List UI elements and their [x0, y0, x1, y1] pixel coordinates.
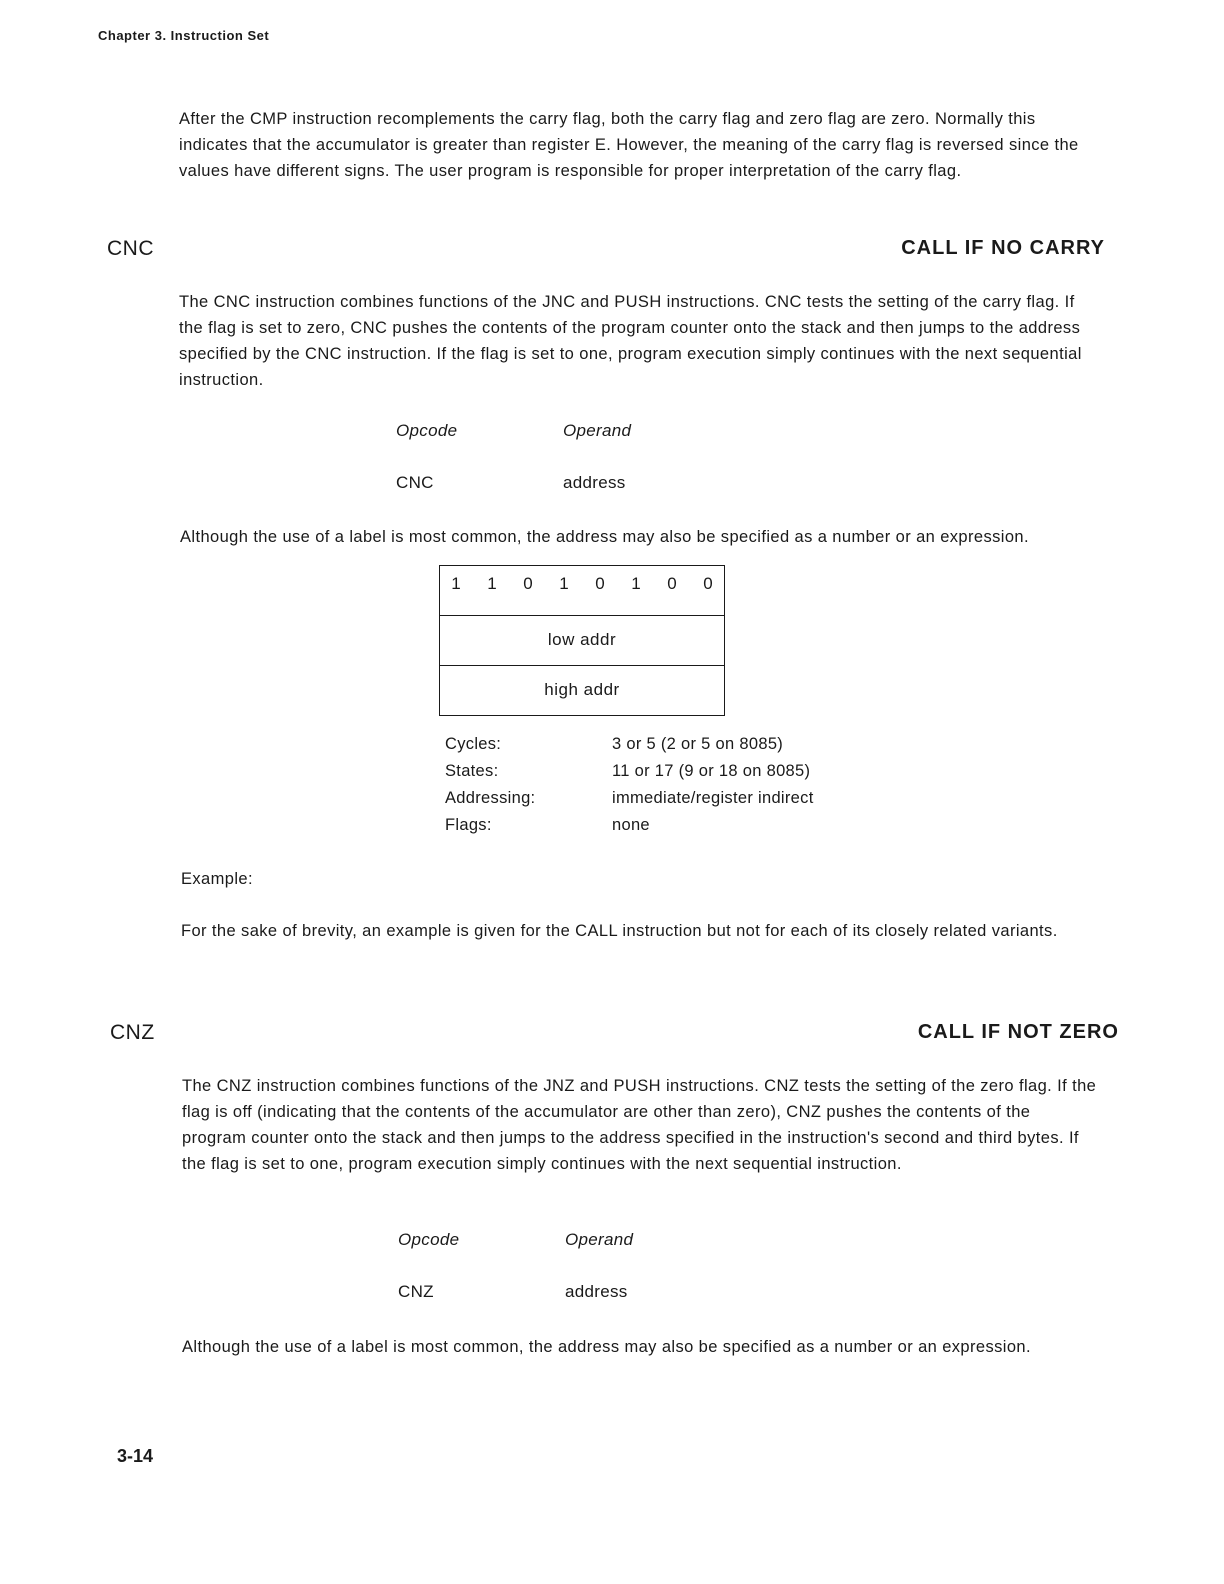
cnc-operand-header: Operand: [563, 421, 632, 440]
cnz-mnemonic: CNZ: [110, 1021, 155, 1044]
bit-1: 0: [667, 574, 677, 593]
flags-label: Flags:: [445, 816, 492, 834]
high-addr-label: high addr: [544, 680, 620, 699]
cnc-opcode-header: Opcode: [396, 421, 458, 440]
bit-2: 1: [631, 574, 641, 593]
bit-0: 0: [703, 574, 713, 593]
intro-paragraph: After the CMP instruction recomplements the carry flag, both the carry flag and zero flag are zero. Normally this indicates that the accumulator is greater than register E. However, the meaning of the carry flag is reversed since the values have different signs. The user program is responsible for proper interpretation of the carry flag.: [179, 110, 1079, 180]
bit-7: 1: [451, 574, 461, 593]
cnz-opcode-header: Opcode: [398, 1230, 460, 1249]
page-number: 3-14: [117, 1446, 154, 1466]
addressing-label: Addressing:: [445, 789, 536, 807]
cnc-encoding-diagram: [439, 565, 725, 716]
flags-value: none: [612, 816, 650, 834]
cycles-value: 3 or 5 (2 or 5 on 8085): [612, 735, 784, 753]
example-text: For the sake of brevity, an example is given for the CALL instruction but not for each of its closely related variants.: [181, 922, 1058, 940]
states-value: 11 or 17 (9 or 18 on 8085): [612, 762, 811, 780]
bit-6: 1: [487, 574, 497, 593]
addressing-value: immediate/register indirect: [612, 789, 814, 807]
low-addr-label: low addr: [547, 630, 617, 649]
cnz-description: The CNZ instruction combines functions of the JNZ and PUSH instructions. CNZ tests the setting of the zero flag. If the flag is off (indicating that the contents of the accumulator are other than zero), CNZ pushes the contents of the program counter onto the stack and then jumps to the address specified in the instruction's second and third bytes. If the flag is set to one, program execution simply continues with the next sequential instruction.: [182, 1077, 1097, 1173]
bit-5: 0: [523, 574, 533, 593]
cnc-note: Although the use of a label is most common, the address may also be specified as a number or an expression.: [180, 528, 1029, 546]
cnc-opcode: CNC: [396, 473, 434, 492]
high-addr-row: [440, 665, 724, 716]
cnz-operand: address: [565, 1282, 628, 1301]
cnz-section-title: CALL IF NOT ZERO: [917, 1021, 1119, 1043]
cycles-label: Cycles:: [445, 735, 502, 753]
bit-4: 1: [559, 574, 569, 593]
cnc-mnemonic: CNC: [107, 237, 154, 260]
cnc-description: The CNC instruction combines functions of the JNC and PUSH instructions. CNC tests the setting of the carry flag. If the flag is set to zero, CNC pushes the contents of the program counter onto the stack and then jumps to the address specified by the CNC instruction. If the flag is set to one, program execution simply continues with the next sequential instruction.: [179, 293, 1082, 389]
states-label: States:: [445, 762, 499, 780]
cnz-opcode: CNZ: [398, 1282, 434, 1301]
bit-3: 0: [595, 574, 605, 593]
cnz-note: Although the use of a label is most common, the address may also be specified as a number or an expression.: [182, 1338, 1031, 1356]
example-label: Example:: [181, 870, 253, 888]
cnc-section-title: CALL IF NO CARRY: [901, 237, 1105, 259]
cnc-operand: address: [563, 473, 626, 492]
cnz-operand-header: Operand: [565, 1230, 634, 1249]
low-addr-row: [440, 615, 724, 666]
running-head: Chapter 3. Instruction Set: [98, 28, 270, 43]
opcode-byte-row: [440, 566, 724, 616]
